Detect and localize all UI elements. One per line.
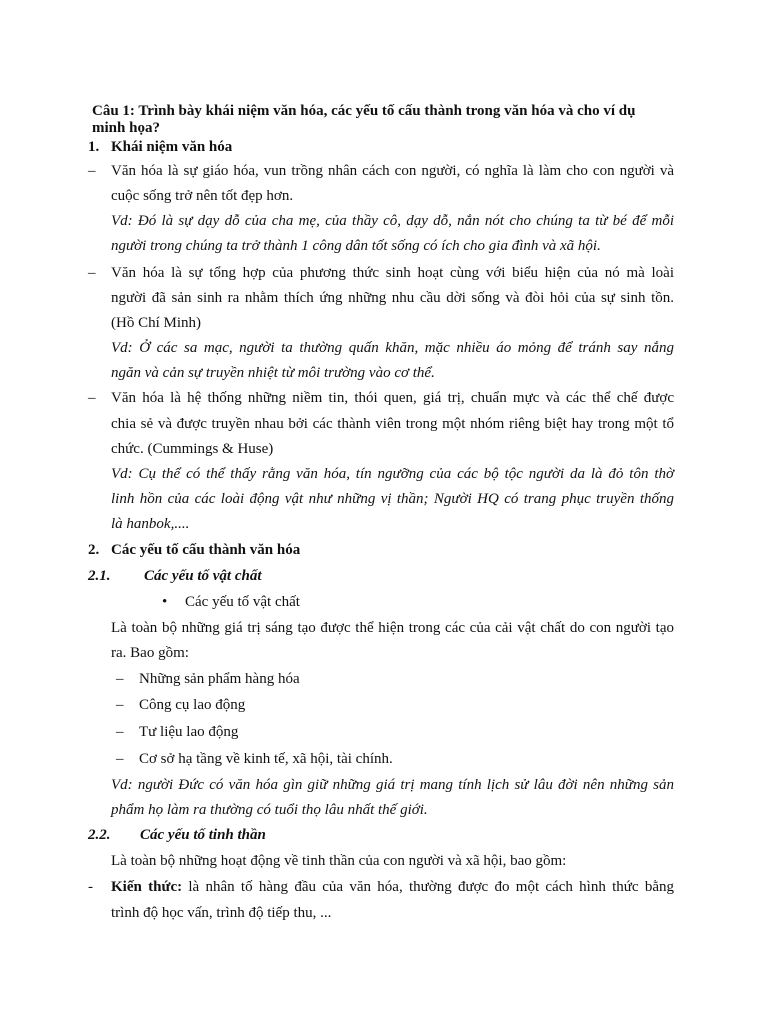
paragraph-line: cuộc sống trở nên tốt đẹp hơn. (111, 188, 294, 204)
example-line: là hanbok,.... (111, 516, 190, 532)
dash-marker: – (116, 671, 124, 687)
list-item: Công cụ lao động (139, 697, 246, 713)
example-line: Vd: Cụ thể có thể thấy rằng văn hóa, tín ngưỡng của các bộ tộc người da là đỏ tôn thờ (111, 466, 674, 482)
example-line: Vd: Ở các sa mạc, người ta thường quấn khăn, mặc nhiều áo mỏng để tránh say nắng (111, 340, 674, 356)
paragraph-line: trình độ học vấn, trình độ tiếp thu, ... (111, 905, 332, 921)
paragraph-line: Là toàn bộ những giá trị sáng tạo được thể hiện trong các của cải vật chất do con người tạo (111, 620, 674, 636)
subsection-2-2-heading: Các yếu tố tinh thần (140, 827, 266, 843)
section-1-heading: Khái niệm văn hóa (111, 139, 233, 155)
bullet-item: Các yếu tố vật chất (185, 594, 300, 610)
paragraph-line: Văn hóa là hệ thống những niềm tin, thói quen, giá trị, chuẩn mực và các thể chế được (111, 390, 674, 406)
paragraph-line: chức. (Cummings & Huse) (111, 441, 274, 457)
paragraph-line (111, 877, 674, 897)
paragraph-line: (Hồ Chí Minh) (111, 315, 201, 331)
paragraph-line: ra. Bao gồm: (111, 645, 189, 661)
dash-marker: – (88, 163, 96, 179)
example-line: Vd: người Đức có văn hóa gìn giữ những giá trị mang tính lịch sử lâu đời nên những sản (111, 777, 674, 793)
list-item: Cơ sở hạ tầng về kinh tế, xã hội, tài chính. (139, 751, 393, 767)
dash-marker: – (116, 751, 124, 767)
section-2-number: 2. (88, 542, 100, 558)
subsection-2-1-heading: Các yếu tố vật chất (144, 568, 262, 584)
section-1-number: 1. (88, 139, 100, 155)
section-2-heading: Các yếu tố cấu thành văn hóa (111, 542, 301, 558)
example-line: người trong chúng ta trở thành 1 công dân tốt sống có ích cho gia đình và xã hội. (111, 238, 601, 254)
paragraph-line: Văn hóa là sự giáo hóa, vun trồng nhân cách con người, có nghĩa là làm cho con người và (111, 163, 674, 179)
subsection-2-2-number: 2.2. (88, 827, 111, 843)
paragraph-line: người đã sản sinh ra nhằm thích ứng những nhu cầu dời sống và đòi hỏi của sự sinh tồn. (111, 290, 674, 306)
subsection-2-1-number: 2.1. (88, 568, 111, 584)
hyphen-marker: - (88, 879, 93, 895)
dash-marker: – (88, 390, 96, 406)
knowledge-text: là nhân tố hàng đầu của văn hóa, thường được đo một cách hình thức bằng (182, 879, 674, 895)
list-item: Những sản phẩm hàng hóa (139, 671, 300, 687)
example-line: ngăn và cản sự truyền nhiệt từ môi trường vào cơ thể. (111, 365, 435, 381)
example-line: phẩm họ làm ra thường có tuổi thọ lâu nhất thế giới. (111, 802, 428, 818)
paragraph-line: chia sẻ và được truyền nhau bởi các thành viên trong một nhóm riêng biệt hay trong một tổ (111, 416, 674, 432)
question-title: Câu 1: Trình bày khái niệm văn hóa, các yếu tố cấu thành trong văn hóa và cho ví dụ (92, 103, 636, 119)
dash-marker: – (88, 265, 96, 281)
example-line: Vd: Đó là sự dạy dỗ của cha mẹ, của thầy cô, dạy dỗ, nắn nót cho chúng ta từ bé để mỗi (111, 213, 674, 229)
dash-marker: – (116, 724, 124, 740)
dash-marker: – (116, 697, 124, 713)
example-line: linh hồn của các loài động vật như những vị thần; Người HQ có trang phục truyền thống (111, 491, 674, 507)
list-item: Tư liệu lao động (139, 724, 239, 740)
bullet-marker: • (162, 594, 168, 610)
paragraph-line: Là toàn bộ những hoạt động về tinh thần của con người và xã hội, bao gồm: (111, 853, 567, 869)
question-title-cont: minh họa? (92, 120, 160, 136)
paragraph-line: Văn hóa là sự tổng hợp của phương thức sinh hoạt cùng với biểu hiện của nó mà loài (111, 265, 674, 281)
knowledge-label: Kiến thức: (111, 879, 183, 895)
